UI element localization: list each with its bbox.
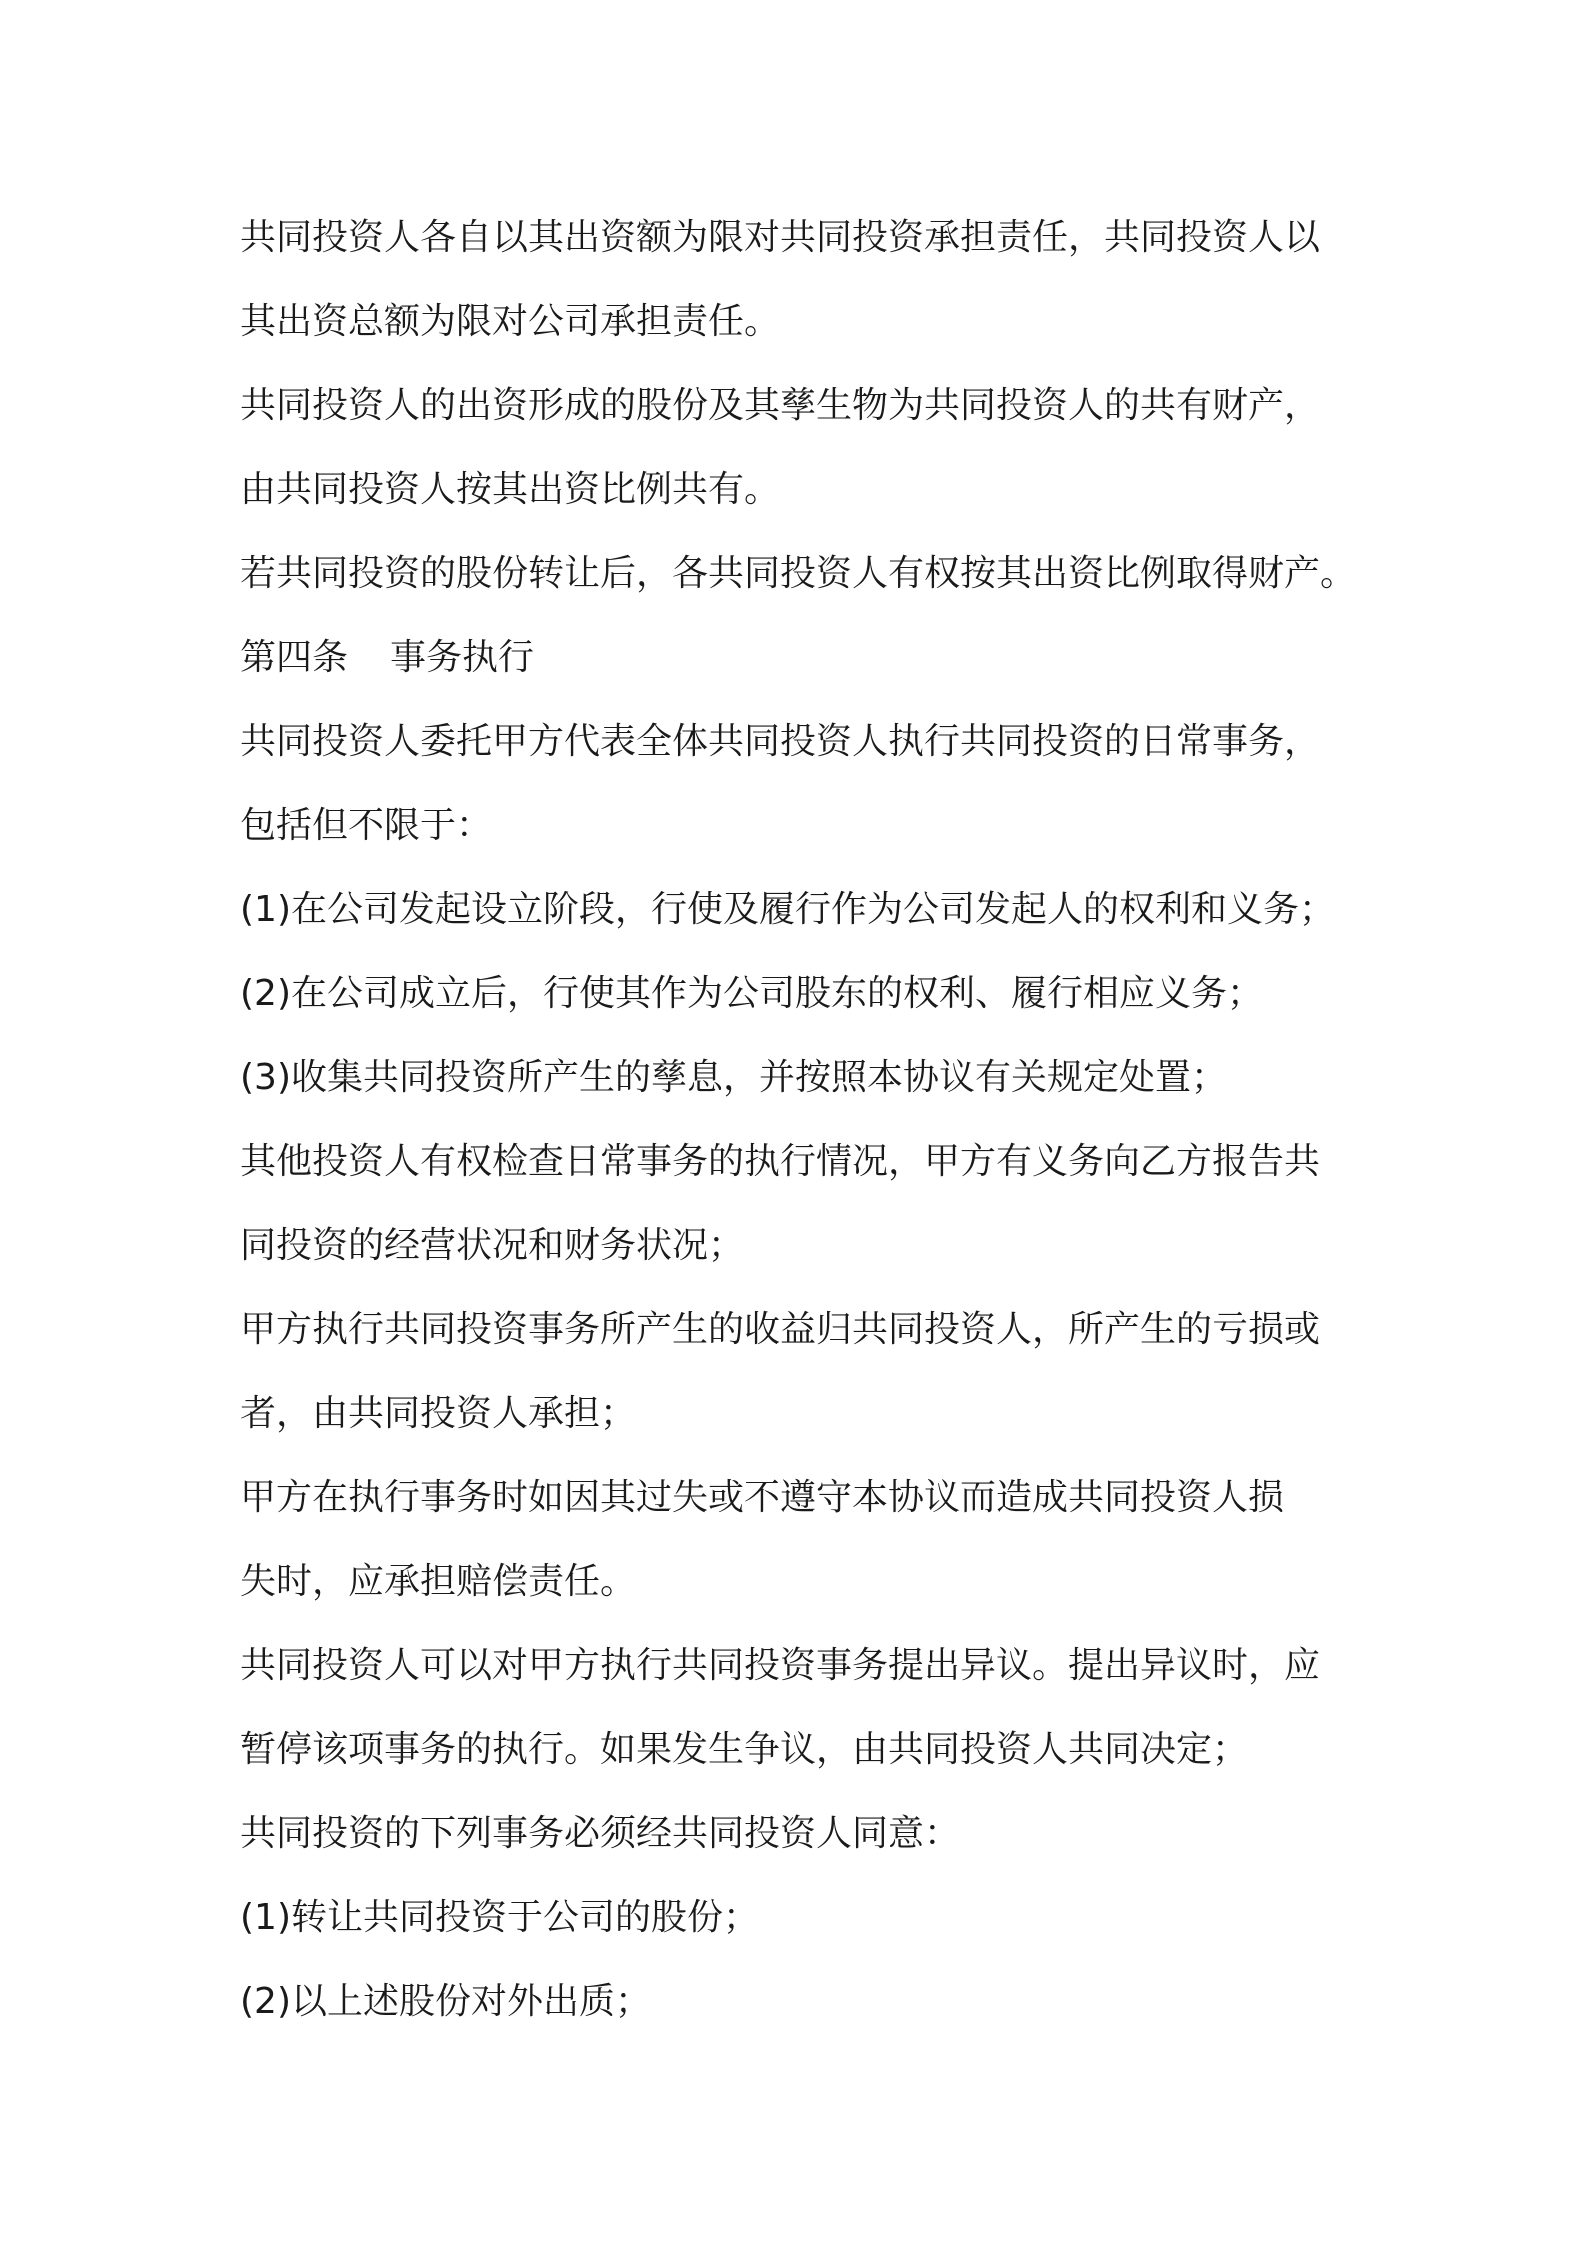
text-line: 共同投资人委托甲方代表全体共同投资人执行共同投资的日常事务， — [240, 721, 1321, 762]
document-body — [240, 196, 1370, 2044]
text-line: 共同投资人的出资形成的股份及其孳生物为共同投资人的共有财产， — [240, 385, 1321, 426]
article-heading — [240, 616, 1370, 700]
list-item: (2)以上述股份对外出质； — [240, 1981, 651, 2022]
text-line: 共同投资的下列事务必须经共同投资人同意： — [240, 1813, 961, 1854]
article-number: 第四条 — [240, 637, 349, 678]
text-line: 若共同投资的股份转让后，各共同投资人有权按其出资比例取得财产。 — [240, 553, 1357, 594]
text-line: 甲方在执行事务时如因其过失或不遵守本协议而造成共同投资人损 — [240, 1477, 1285, 1518]
list-item: (3)收集共同投资所产生的孳息，并按照本协议有关规定处置； — [240, 1057, 1227, 1098]
text-line: 失时，应承担赔偿责任。 — [240, 1561, 637, 1602]
text-line: 共同投资人各自以其出资额为限对共同投资承担责任，共同投资人以 — [240, 217, 1321, 258]
text-line: 由共同投资人按其出资比例共有。 — [240, 469, 781, 510]
text-line: 暂停该项事务的执行。如果发生争议，由共同投资人共同决定； — [240, 1729, 1249, 1770]
list-item: (2)在公司成立后，行使其作为公司股东的权利、履行相应义务； — [240, 973, 1263, 1014]
text-line: 者，由共同投资人承担； — [240, 1393, 637, 1434]
text-line: 其他投资人有权检查日常事务的执行情况，甲方有义务向乙方报告共 — [240, 1141, 1321, 1182]
text-line: 共同投资人可以对甲方执行共同投资事务提出异议。提出异议时，应 — [240, 1645, 1321, 1686]
text-line: 其出资总额为限对公司承担责任。 — [240, 301, 781, 342]
article-title: 事务执行 — [390, 637, 535, 678]
text-line: 包括但不限于： — [240, 805, 493, 846]
list-item: (1)转让共同投资于公司的股份； — [240, 1897, 759, 1938]
text-line: 甲方执行共同投资事务所产生的收益归共同投资人，所产生的亏损或 — [240, 1309, 1321, 1350]
text-line: 同投资的经营状况和财务状况； — [240, 1225, 745, 1266]
list-item: (1)在公司发起设立阶段，行使及履行作为公司发起人的权利和义务； — [240, 889, 1335, 930]
